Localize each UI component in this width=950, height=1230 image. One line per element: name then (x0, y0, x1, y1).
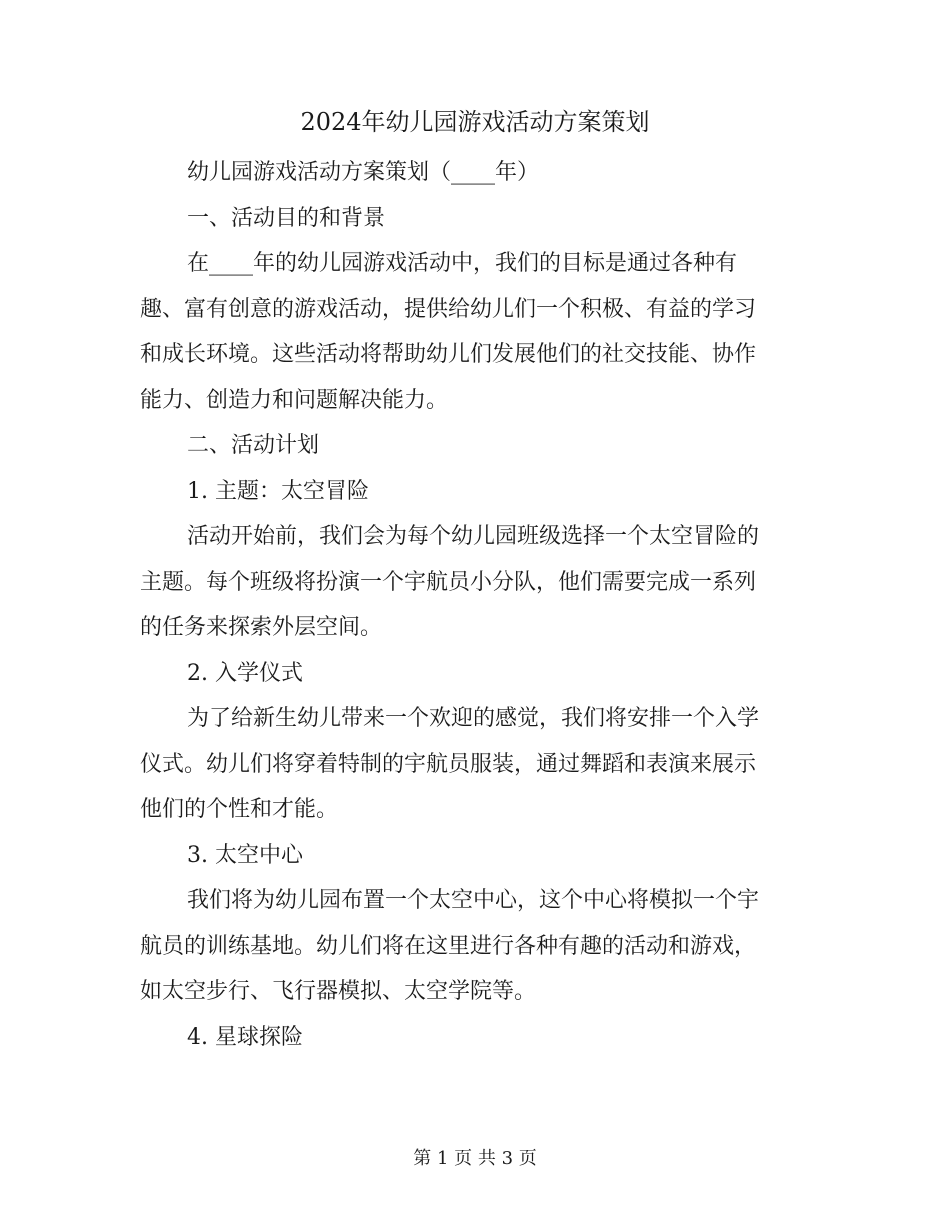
page-footer: 第 1 页 共 3 页 (413, 1148, 537, 1169)
section-heading-2: 二、活动计划 (187, 433, 320, 458)
paragraph-line: 为了给新生幼儿带来一个欢迎的感觉，我们将安排一个入学 (187, 706, 760, 731)
subtitle-line: 幼儿园游戏活动方案策划（____年） (187, 160, 540, 185)
paragraph-line: 在____年的幼儿园游戏活动中，我们的目标是通过各种有 (187, 251, 738, 276)
paragraph-line: 和成长环境。这些活动将帮助幼儿们发展他们的社交技能、协作 (140, 342, 757, 367)
item-heading-4: 4. 星球探险 (187, 1024, 303, 1050)
item-heading-1: 1. 主题：太空冒险 (187, 478, 369, 504)
paragraph-line: 的任务来探索外层空间。 (140, 615, 383, 640)
document-body (140, 150, 808, 1060)
paragraph-line: 他们的个性和才能。 (140, 797, 339, 822)
paragraph-line: 仪式。幼儿们将穿着特制的宇航员服装，通过舞蹈和表演来展示 (140, 751, 757, 777)
paragraph-line: 我们将为幼儿园布置一个太空中心，这个中心将模拟一个宇 (187, 888, 760, 913)
paragraph-line: 航员的训练基地。幼儿们将在这里进行各种有趣的活动和游戏， (140, 933, 757, 959)
item-heading-2: 2. 入学仪式 (187, 660, 303, 686)
item-heading-3: 3. 太空中心 (187, 842, 303, 868)
paragraph-line: 趣、富有创意的游戏活动，提供给幼儿们一个积极、有益的学习 (140, 296, 757, 322)
section-heading-1: 一、活动目的和背景 (187, 205, 386, 231)
paragraph-line: 如太空步行、飞行器模拟、太空学院等。 (140, 979, 537, 1004)
paragraph-line: 能力、创造力和问题解决能力。 (140, 387, 449, 413)
paragraph-line: 主题。每个班级将扮演一个宇航员小分队，他们需要完成一系列 (140, 569, 757, 595)
paragraph-line: 活动开始前，我们会为每个幼儿园班级选择一个太空冒险的 (187, 524, 760, 549)
document-title: 2024年幼儿园游戏活动方案策划 (300, 108, 650, 136)
